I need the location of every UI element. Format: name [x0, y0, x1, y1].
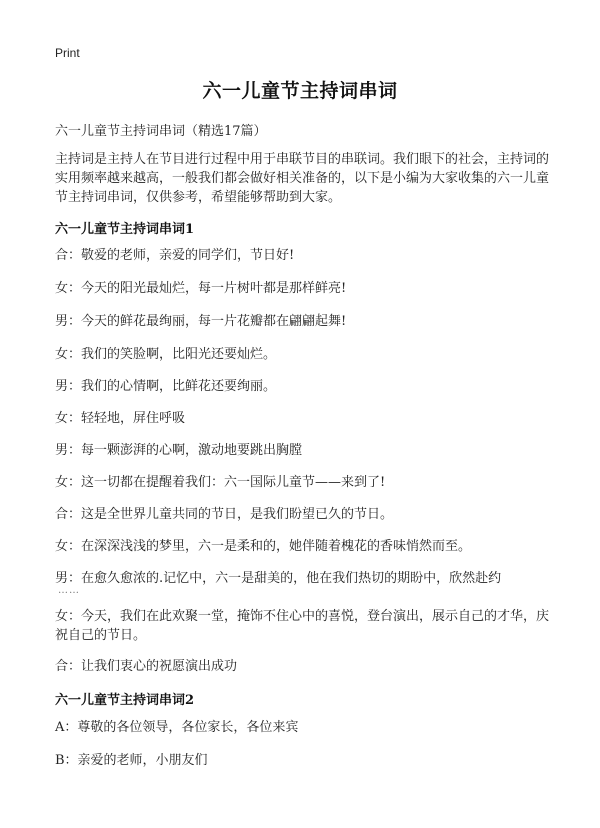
dialogue-line: 男：我们的心情啊，比鲜花还要绚丽。 [55, 379, 277, 394]
dialogue-line: 男：每一颗澎湃的心啊，激动地要跳出胸膛 [55, 443, 303, 458]
page-title: 六一儿童节主持词串词 [202, 80, 398, 102]
dialogue-line: 男：在愈久愈浓的.记忆中，六一是甜美的，他在我们热切的期盼中，欣然赴约 [55, 571, 502, 586]
section-heading-1: 六一儿童节主持词串词1 [55, 222, 195, 237]
dialogue-line: 女：我们的笑脸啊，比阳光还要灿烂。 [55, 347, 277, 362]
intro-paragraph: 主持词是主持人在节目进行过程中用于串联节目的串联词。我们眼下的社会，主持词的实用频率越来越高，一般我们都会做好相关准备的，以下是小编为大家收集的六一儿童节主持词串词，仅供参考，希望能够帮助到大家。 [55, 152, 550, 205]
dialogue-line: 合：这是全世界儿童共同的节日，是我们盼望已久的节日。 [55, 507, 394, 522]
section-heading-2: 六一儿童节主持词串词2 [55, 693, 195, 708]
dialogue-line: 女：轻轻地，屏住呼吸 [55, 411, 186, 426]
document-subtitle: 六一儿童节主持词串词（精选17篇） [55, 124, 267, 139]
dialogue-line: 女：这一切都在提醒着我们：六一国际儿童节——来到了! [55, 475, 386, 490]
dialogue-line: 女：今天，我们在此欢聚一堂，掩饰不住心中的喜悦，登台演出，展示自己的才华，庆祝自己的节日。 [55, 609, 550, 643]
dialogue-line: 合：敬爱的老师，亲爱的同学们，节日好! [55, 248, 295, 263]
print-link[interactable]: Print [55, 46, 80, 60]
dialogue-line: 合：让我们衷心的祝愿演出成功 [55, 659, 238, 674]
dialogue-line: A：尊敬的各位领导，各位家长，各位来宾 [55, 720, 299, 735]
dialogue-line: 女：在深深浅浅的梦里，六一是柔和的，她伴随着槐花的香味悄然而至。 [55, 539, 472, 554]
dialogue-line: 男：今天的鲜花最绚丽，每一片花瓣都在翩翩起舞! [55, 314, 347, 329]
dialogue-line: B：亲爱的老师，小朋友们 [55, 753, 208, 768]
ellipsis-mark: …… [58, 585, 80, 596]
dialogue-line: 女：今天的阳光最灿烂，每一片树叶都是那样鲜亮! [55, 281, 347, 296]
